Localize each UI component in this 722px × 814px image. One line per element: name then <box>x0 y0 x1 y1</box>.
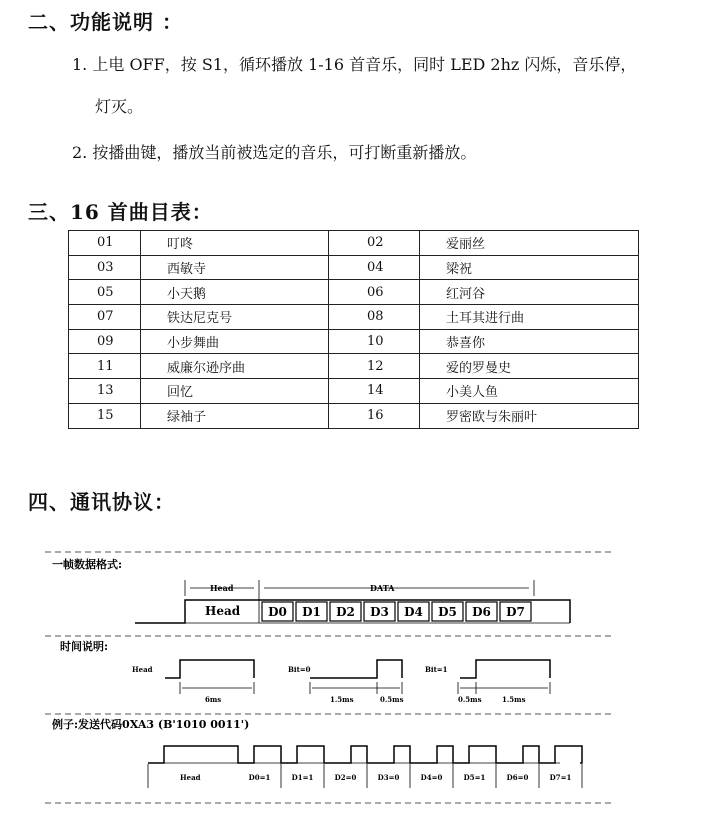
bit1-low-duration: 0.5ms <box>458 695 482 704</box>
example-bit-label: D6=0 <box>506 773 529 782</box>
bit-label: D2 <box>336 605 355 619</box>
bit-label: D5 <box>438 605 457 619</box>
section3-title: 三、16 首曲目表： <box>28 200 213 224</box>
protocol-diagram <box>40 540 620 806</box>
song-number: 04 <box>329 255 420 280</box>
bit1-high-duration: 1.5ms <box>502 695 526 704</box>
head-label: Head <box>210 583 234 593</box>
section2-title: 二、功能说明 ： <box>28 10 183 34</box>
song-table <box>68 230 639 429</box>
song-title: 威廉尔逊序曲 <box>141 354 329 379</box>
song-title: 恭喜你 <box>420 329 639 354</box>
song-title: 红河谷 <box>420 280 639 305</box>
bit0-high-duration: 0.5ms <box>380 695 404 704</box>
bit0-label: Bit=0 <box>288 665 311 674</box>
song-title: 西敏寺 <box>141 255 329 280</box>
table-row <box>69 255 639 280</box>
song-number: 01 <box>69 231 141 256</box>
head-duration: 6ms <box>205 695 222 704</box>
example-bit-label: D0=1 <box>248 773 271 782</box>
song-number: 16 <box>329 403 420 428</box>
example-waveform <box>148 746 582 763</box>
item1-line2: 灯灭。 <box>95 97 144 116</box>
table-row <box>69 379 639 404</box>
item2: 2. 按播曲键，播放当前被选定的音乐，可打断重新播放。 <box>72 143 477 162</box>
example-label: 例子:发送代码0XA3 (B'1010 0011') <box>52 718 250 731</box>
data-label: DATA <box>370 583 395 593</box>
table-row <box>69 305 639 330</box>
bit-label: D7 <box>506 605 525 619</box>
example-bit-label: D4=0 <box>420 773 443 782</box>
song-number: 12 <box>329 354 420 379</box>
bit-label: D0 <box>268 605 287 619</box>
song-title: 小步舞曲 <box>141 329 329 354</box>
table-row <box>69 354 639 379</box>
table-row <box>69 403 639 428</box>
song-title: 爱丽丝 <box>420 231 639 256</box>
song-number: 11 <box>69 354 141 379</box>
example-head-label: Head <box>180 773 201 782</box>
item1-line1: 1. 上电 OFF，按 S1，循环播放 1-16 首音乐，同时 LED 2hz 闪烁，音乐停， <box>72 55 637 74</box>
song-number: 02 <box>329 231 420 256</box>
song-title: 绿袖子 <box>141 403 329 428</box>
bit0-low-duration: 1.5ms <box>330 695 354 704</box>
table-row <box>69 280 639 305</box>
timing-label: 时间说明: <box>60 640 109 653</box>
song-number: 10 <box>329 329 420 354</box>
bit-label: D6 <box>472 605 491 619</box>
frame-label: 一帧数据格式: <box>52 558 123 571</box>
song-title: 罗密欧与朱丽叶 <box>420 403 639 428</box>
bit1-label: Bit=1 <box>425 665 448 674</box>
example-bit-label: D1=1 <box>291 773 314 782</box>
table-row <box>69 329 639 354</box>
table-row <box>69 231 639 256</box>
song-title: 回忆 <box>141 379 329 404</box>
song-title: 小天鹅 <box>141 280 329 305</box>
song-title: 铁达尼克号 <box>141 305 329 330</box>
example-bit-label: D7=1 <box>549 773 572 782</box>
example-bit-label: D2=0 <box>334 773 357 782</box>
song-number: 07 <box>69 305 141 330</box>
song-title: 土耳其进行曲 <box>420 305 639 330</box>
song-title: 小美人鱼 <box>420 379 639 404</box>
song-number: 08 <box>329 305 420 330</box>
song-number: 13 <box>69 379 141 404</box>
timing-head-label: Head <box>132 665 153 674</box>
song-number: 05 <box>69 280 141 305</box>
song-number: 06 <box>329 280 420 305</box>
bit-label: D1 <box>302 605 321 619</box>
bit-label: D4 <box>404 605 423 619</box>
section4-title: 四、通讯协议： <box>28 490 175 514</box>
song-number: 14 <box>329 379 420 404</box>
song-title: 爱的罗曼史 <box>420 354 639 379</box>
example-bit-label: D3=0 <box>377 773 400 782</box>
song-title: 叮咚 <box>141 231 329 256</box>
example-bit-label: D5=1 <box>463 773 486 782</box>
head-box-label: Head <box>205 604 241 618</box>
song-title: 梁祝 <box>420 255 639 280</box>
bit-label: D3 <box>370 605 389 619</box>
song-number: 09 <box>69 329 141 354</box>
song-number: 03 <box>69 255 141 280</box>
song-number: 15 <box>69 403 141 428</box>
